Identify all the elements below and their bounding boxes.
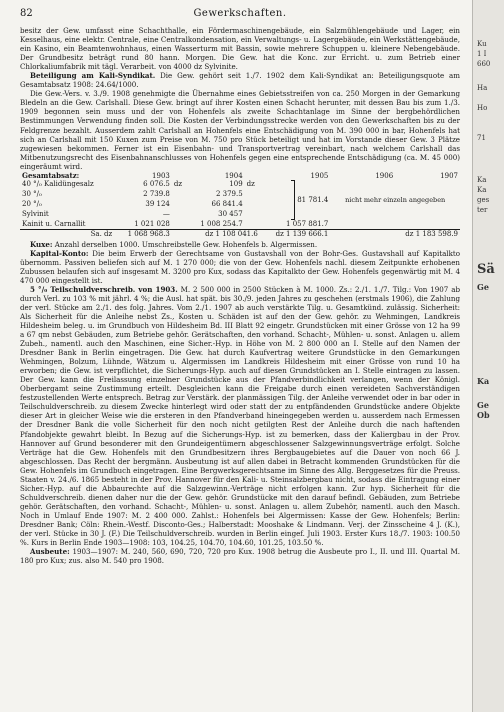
edge-text: Ob [477,410,490,420]
heading-bonds: 5 °/₀ Teilschuldverschreib. von 1903. [30,284,178,294]
cell-value: 6 076.5 [143,180,170,189]
year-header: 1907 [440,171,458,180]
sum-value: dz 1 183 598.9 [405,229,458,238]
text-syndicate: Die Gew. gehört seit 1./7. 1902 dem Kali-Syndikat an: Beteiligungsquote am Gesamtabsatz 1908: 24.64/1000. [20,71,460,90]
edge-text: 71 [477,134,486,142]
merged-1905-cell [260,180,331,220]
text-kuxe: Anzahl derselben 1000. Umschreibstelle Gew. Hohenfels b. Algermissen. [52,239,318,249]
table-row [20,220,460,229]
page-header [20,8,460,22]
text-yield: 1903—1907: M. 240, 560, 690, 720, 720 pro Kux. 1908 betrug die Ausbeute pro I., II. und III. Quartal M. 180 pro Kux; zus. also M. 540 pro 1908. [20,547,460,566]
edge-text: ges [477,196,490,204]
unit-label: dz [246,180,255,189]
cell-value: 30 457 [218,210,243,219]
cell-value: 66 841.4 [211,200,243,209]
heading-kuxe: Kuxe: [30,239,53,249]
edge-text: Ka [477,176,487,184]
sum-value: dz 1 139 666.1 [275,229,329,238]
cell-value: 1 021 028 [134,220,170,229]
sum-row [20,229,460,238]
paragraph-syndicate [20,71,460,89]
paragraph-yield [20,547,460,565]
paragraph-capital [20,249,460,285]
cell-value: 109 [229,180,243,189]
year-header: 1905 [310,171,329,180]
edge-text: Ha [477,84,488,92]
row-label: Sylvinit [22,210,49,219]
page-number: 82 [20,8,33,19]
edge-text: Ge [477,400,489,410]
heading-capital: Kapital-Konto: [30,248,89,258]
article-body [20,26,460,565]
cell-value: 1 008 254.7 [200,220,243,229]
edge-text: ter [477,206,488,214]
year-header: 1906 [375,171,394,180]
table-header-row [20,172,460,181]
edge-text: Ka [477,376,490,386]
edge-text: 660 [477,60,491,68]
paragraph-carlshall: Die Gew.-Vers. v. 3./9. 1908 genehmigte die Übernahme eines Gebietsstreifen von ca. 250 Morgen in der Gemarkung Bledeln an die Gew. Carlshall. Diese Gew. bringt auf ihrer Kosten einen Schacht herunter, mit dessen Bau bis zum 1./3. 1909 begonnen sein muss und der von Hohenfels als zweite Schachtanlage im Sinne der bergbehördlichen Bestimmungen Verwendung finden soll. Die Kosten der Verbindungsstrecke werden von den Gewerkschaften bis zu der Feldgrenze bezahlt. Ausserdem zahlt Carlshall an Hohenfels eine Entschädigung von M. 390 000 in bar, Hohenfels hat sich an Carlshall mit 150 Kuxen zum Preise von M. 750 pro Stück beteiligt und hat im Vorstande dieser Gew. 3 Plätze zugewiesen bekommen. Ferner ist ein Eisenbahn- und Transportvertrag vereinbart, nach welchem Carlshall das Mitbenutzungsrecht des Eisenbahnanschlusses von Hohenfels gegen eine entsprechende Entschädigung (ca. M. 45 000) eingeräumt wird. [20,89,460,171]
edge-text: Ka [477,186,487,194]
cell-value: 1 057 881.7 [286,220,329,229]
row-label: 40 °/₀ Kalidüngesalz [22,180,94,189]
merged-1905-value: 81 781.4 [297,196,329,205]
running-title: Gewerkschaften. [193,8,287,19]
edge-text: Ge [477,282,489,292]
sum-value: dz 1 108 041.6 [205,229,258,238]
heading-syndicate: Beteiligung am Kali-Syndikat. [30,71,156,81]
paragraph-bonds [20,285,460,547]
text-capital: Die beim Erwerb der Gerechtsame von Gustavshall von der Bohr-Ges. Gustavshall auf Kapitalkto übernomm. Passiven beliefen sich auf M. 1 270 000; die von der Gew. Hohenfels nachl. diesem Zeitpunkte erhobenen Zubussen belaufen sich auf insgesamt M. 3200 pro Kux, sodass das Kapitalkto der Gew. Hohenfels gegenwärtig mit M. 4 470 000 eingestellt ist. [20,248,460,285]
row-label: 20 °/₀ [22,200,42,209]
year-header: 1904 [224,171,243,180]
edge-text: Ho [477,104,488,112]
cell-value: 2 739.8 [143,190,170,199]
table-row [20,180,460,190]
edge-text: 1 I [477,50,487,58]
heading-yield: Ausbeute: [30,547,70,557]
brace-mark [291,180,295,220]
year-header: 1903 [152,171,170,180]
row-label: 30 °/₀ [22,190,42,199]
row-label: Kainit u. Carnallit [22,220,86,229]
cell-value: 2 379.5 [215,190,243,199]
note-cell: nicht mehr einzeln angegeben [345,195,446,204]
paragraph-kuxe [20,240,460,249]
adjacent-page-edge [472,0,504,712]
edge-text: Ku [477,40,487,48]
sales-table [20,172,460,239]
edge-heading: Sä [477,262,495,277]
sum-label: Sa. dz [90,229,113,238]
text-bonds: M. 2 500 000 in 2500 Stücken à M. 1000. Zs.: 2./1. 1./7. Tilg.: Von 1907 ab durch Verl. zu 103 % mit jährl. 4 %; die Ausl. hat spät. bis 30./9. jeden Jahres zu geschehen (erstmals 1906), die Zahlung der verl. Stücke am 2./1. des folg. Jahres. Vom 2./1. 1907 ab auch verstärkte Tilg. u. Gesamtkünd. zulässig. Sicherheit: Als Sicherheit für die Anleihe nebst Zs., Kosten u. Schäden ist auf den der Gew. gehör. zu Wehmingen, Landkreis Hildesheim beleg. u. im Grundbuch von Hildesheim Bd. III Blatt 92 eingetr. Grundstücken mit einer Grösse von 12 ha 99 a 67 qm nebst Gebäuden, zum Betriebe gehör. Gerätschaften, den vorhand. Schacht-, Mühlen- u. sonst. Anlagen u. allem Zubeh., namentl. auch den Maschinen, eine Sicher.-Hyp. in Höhe von M. 2 800 000 an I. Stelle auf den Namen der Dresdner Bank in Berlin eingetragen. Die Gew. hat durch Kaufvertrag weitere Grundstücke in den Gemarkungen Wehmingen, Bolzum, Lühnde, Wätzum u. Algermissen im Landkreis Hildesheim mit einer Grösse von rund 10 ha erworben; die Gew. ist verpflichtet, die Sicherungs-Hyp. auch auf diesen Grundstücken an I. Stelle eintragen zu lassen. Der Gew. kann die Freilassung einzelner Grundstücke aus der Pfandverbindlichkeit verlangen, wenn der Königl. Oberbergamt seine Zustimmung erteilt. Desgleichen kann die Freigabe durch einen vereideten Sachverständigen festzustellenden Werte entsprech. Betrag zur Verstärk. der planmässigen Tilg. der Anleihe verwendet oder in bar oder in Teilschuldverschreib. zu diesem Zwecke hinterlegt wird oder statt der zu entpfändenden Grundstücke andere Objekte dieser Art in gleicher Weise wie die ersteren in den Pfandverband hineingegeben werden u. ausserdem nach Ermessen der Dresdner Bank die volle Sicherheit für den noch nicht getilgten Rest der Anleihe durch die nach haftenden Pfandobjekte gewahrt bleibt. In Bezug auf die Sicherungs-Hyp. ist zu bemerken, dass der Kaliergbau in der Prov. Hannover auf Grund besonderer mit den Grundeigentümern abgeschlossener Salzgewinnungsverträge erfolgt. Solche Verträge hat die Gew. Hohenfels mit den Grundbesitzern ihres Bergbaugebietes auf die Dauer von noch 66 J. abgeschlossen. Das Recht der bergmänn. Ausbeutung ist auf allen dabei in Betracht kommenden Grundstücken für die Gew. Hohenfels im Grundbuch eingetragen. Eine Bergwerksgerechtsame im Sinne des Allg. Berggesetzes für die Preuss. Staaten v. 24./6. 1865 besteht in der Prov. Hannover für den Kali- u. Steinsalzbergbau nicht, sodass die Eintragung einer Sicher.-Hyp. auf die Abbaurechte auf die Salzgewinn.-Verträge nicht erfolgen kann. Zur hyp. Sicherheit für die Schuldverschreib. dienen daher nur die der Gew. gehör. Grundstücke mit den darauf befindl. Gebäuden, zum Betriebe gehör. Gerätschaften, den vorhand. Schacht-, Mühlen- u. sonst. Anlagen u. allem Zubehör, namentl. auch den Masch. Noch in Umlauf Ende 1907: M. 2 400 000. Zahlst.: Hohenfels bei Algermissen: Kasse der Gew. Hohenfels; Berlin: Dresdner Bank; Cöln: Rhein.-Westf. Disconto-Ges.; Halberstadt: Mooshake & Lindmann. Verj. der Zinsscheine 4 J. (K.), der verl. Stücke in 30 J. (F.) Die Teilschuldverschreib. wurden in Berlin eingef. Juli 1903. Erster Kurs 18./7. 1903: 100.50 %. Kurs in Berlin Ende 1903—1908: 103, 104.25, 104.70, 104.60, 101.25, 103.50 %. [20,284,460,548]
cell-value: — [162,210,170,219]
table-title: Gesamtabsatz: [22,170,80,180]
paragraph-property: besitz der Gew. umfasst eine Schachthalle, ein Fördermaschinengebäude, ein Salzmühlengebäude und Lager, ein Kesselhaus, eine elektr. Centrale, eine Centralkondensation, ein Verwaltungs- u. Lagergebäude, ein Werkstättengebäude, ein Kasino, ein Beamtenwohnhaus, einen Wasserturm mit Bassin, sowie mehrere Schuppen u. kleinere Nebengebäude. Der Grundbesitz beträgt rund 80 hann. Morgen. Die Gew. hat die Konc. zur Erricht. u. zum Betrieb einer Chlorkaliumfabrik mit tägl. Verarbeit. von 4000 dz Sylvinite. [20,26,460,72]
unit-label: dz [173,180,183,189]
cell-value: 39 124 [145,200,170,209]
sum-value: 1 068 968.3 [127,229,170,238]
